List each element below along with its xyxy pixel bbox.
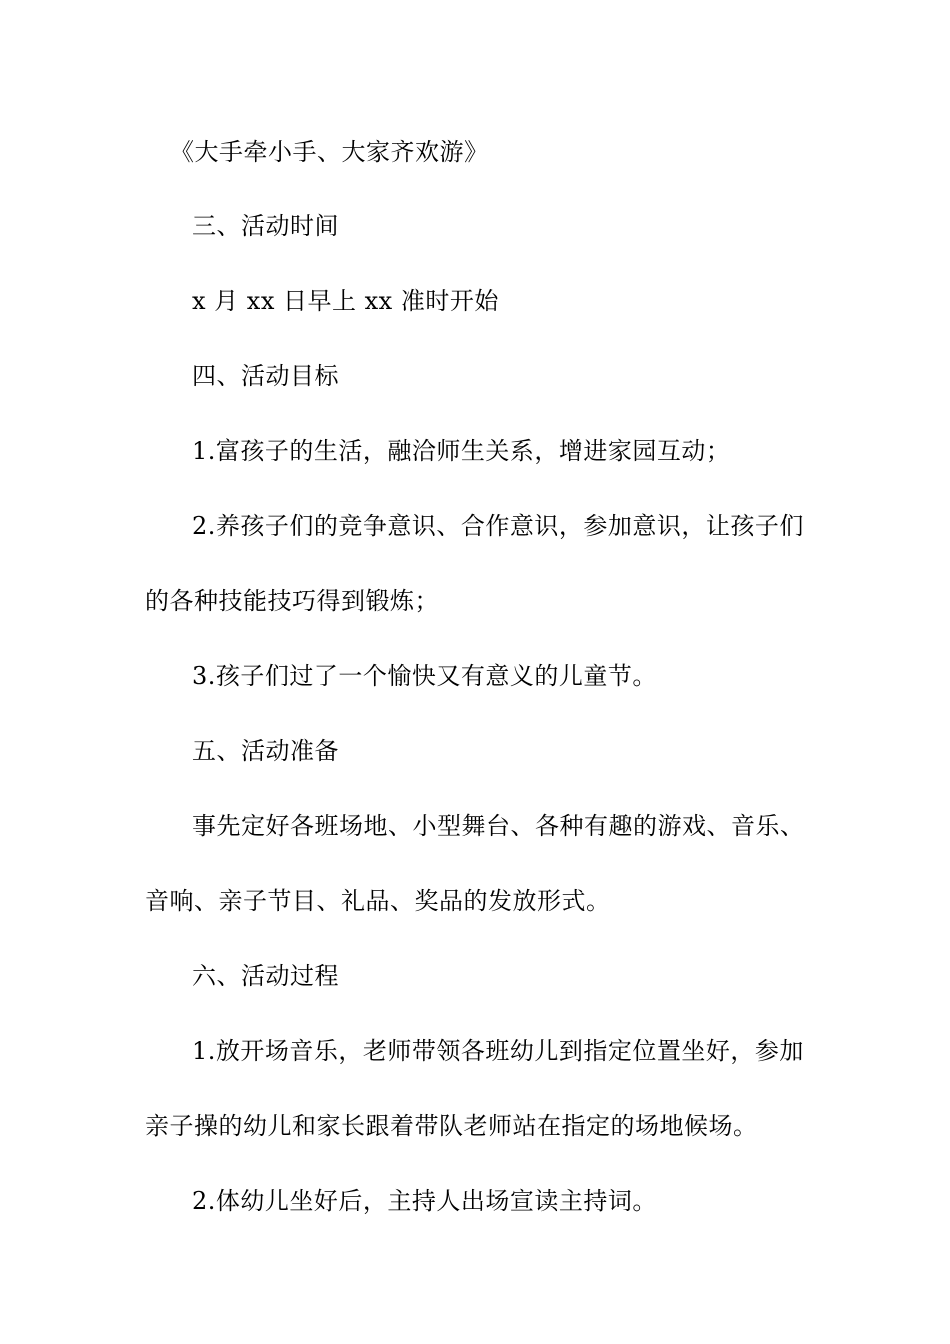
section-heading-goals: 四、活动目标: [192, 362, 339, 390]
paragraph-preparation: 事先定好各班场地、小型舞台、各种有趣的游戏、音乐、: [192, 812, 805, 840]
section-heading-preparation: 五、活动准备: [192, 737, 339, 765]
section-heading-process: 六、活动过程: [192, 962, 339, 990]
goal-item-2-continued: 的各种技能技巧得到锻炼；: [145, 587, 439, 615]
process-step-2: 2.体幼儿坐好后，主持人出场宣读主持词。: [192, 1187, 657, 1215]
paragraph-time: x 月 xx 日早上 xx 准时开始: [192, 287, 499, 315]
goal-item-1: 1.富孩子的生活，融洽师生关系，增进家园互动；: [192, 437, 731, 465]
goal-item-3: 3.孩子们过了一个愉快又有意义的儿童节。: [192, 662, 657, 690]
goal-item-2: 2.养孩子们的竞争意识、合作意识，参加意识，让孩子们: [192, 512, 804, 540]
paragraph-preparation-continued: 音响、亲子节目、礼品、奖品的发放形式。: [145, 887, 611, 915]
process-step-1: 1.放开场音乐，老师带领各班幼儿到指定位置坐好，参加: [192, 1037, 804, 1065]
event-title: 《大手牵小手、大家齐欢游》: [170, 138, 489, 166]
process-step-1-continued: 亲子操的幼儿和家长跟着带队老师站在指定的场地候场。: [145, 1112, 758, 1140]
section-heading-time: 三、活动时间: [192, 212, 339, 240]
